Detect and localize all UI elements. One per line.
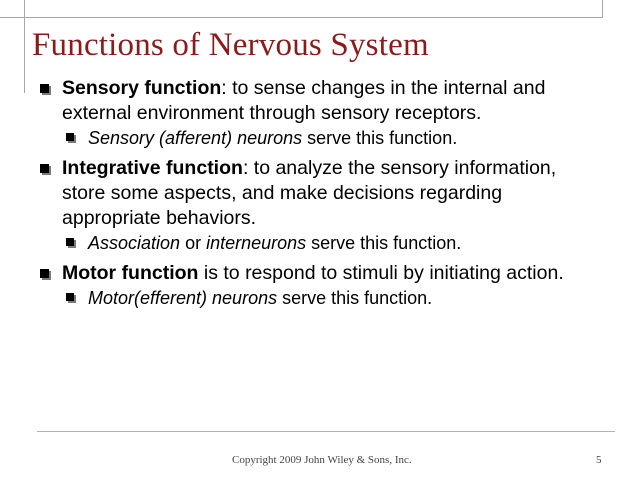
frame-line-right	[602, 0, 603, 18]
hollow-square-bullet-icon	[66, 293, 74, 301]
slide-title: Functions of Nervous System	[32, 27, 429, 63]
sub-bullet-item-integrative	[0, 231, 608, 255]
hollow-square-bullet-icon	[66, 238, 74, 246]
sub-text: serve this function.	[302, 128, 458, 148]
definition-text: is to respond to stimuli by initiating action.	[198, 262, 564, 284]
sub-text: serve this function.	[306, 233, 462, 253]
frame-line-top	[0, 17, 603, 18]
term-sensory-function: Sensory function	[62, 77, 222, 99]
sub-text: serve this function.	[277, 288, 433, 308]
sub-bullet-item-sensory	[0, 126, 608, 150]
definition-text: : to analyze the sensory information, store some aspects, and make decisions regarding appropriate behaviors.	[62, 157, 557, 229]
neuron-type: Motor(efferent) neurons	[88, 288, 278, 308]
connector-text: or	[180, 233, 207, 253]
neuron-type: Sensory (afferent) neurons	[88, 128, 303, 148]
square-bullet-icon	[40, 269, 49, 278]
neuron-type: Association	[88, 233, 181, 253]
sub-bullet-item-motor	[0, 286, 608, 310]
page-number: 5	[596, 454, 602, 466]
neuron-type-alt: interneurons	[206, 233, 307, 253]
term-motor-function: Motor function	[62, 262, 199, 284]
copyright-text: Copyright 2009 John Wiley & Sons, Inc.	[232, 454, 412, 466]
footer-divider	[37, 431, 615, 432]
square-bullet-icon	[40, 84, 49, 93]
hollow-square-bullet-icon	[66, 133, 74, 141]
bullet-item-motor	[0, 261, 602, 286]
definition-text: : to sense changes in the internal and external environment through sensory receptors.	[62, 77, 546, 124]
bullet-item-sensory	[0, 76, 602, 126]
square-bullet-icon	[40, 164, 49, 173]
term-integrative-function: Integrative function	[62, 157, 243, 179]
slide-body	[0, 76, 638, 310]
bullet-item-integrative	[0, 156, 602, 231]
